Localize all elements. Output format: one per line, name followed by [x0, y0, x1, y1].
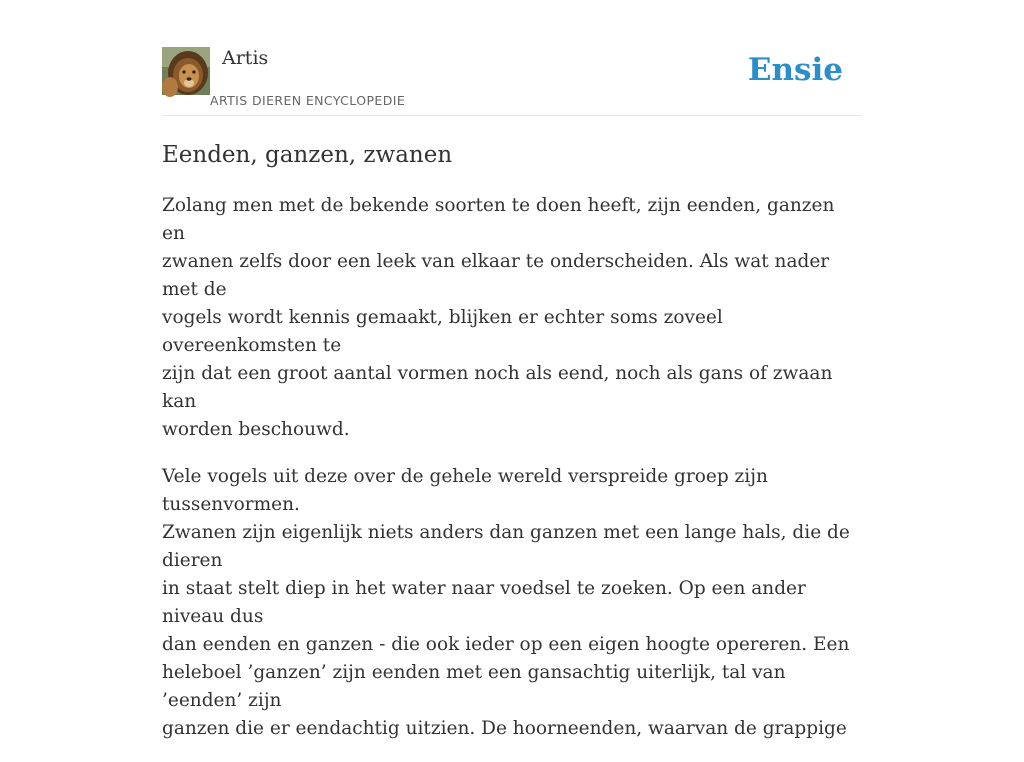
publication-name[interactable]: ARTIS DIEREN ENCYCLOPEDIE — [210, 93, 406, 108]
paragraph-line: zijn dat een groot aantal vormen noch als eend, noch als gans of zwaan kan — [162, 363, 833, 412]
paragraph-line: vogels wordt kennis gemaakt, blijken er echter soms zoveel overeenkomsten te — [162, 307, 723, 356]
paragraph-line: worden beschouwd. — [162, 419, 350, 440]
paragraph-line: heleboel ’ganzen’ zijn eenden met een gansachtig uiterlijk, tal van ’eenden’ zijn — [162, 662, 786, 711]
header — [162, 46, 862, 116]
paragraph-line: ganzen die er eendachtig uitzien. De hoorneenden, waarvan de grappige — [162, 718, 847, 739]
paragraph-line: Zwanen zijn eigenlijk niets anders dan ganzen met een lange hals, die de dieren — [162, 522, 850, 571]
lion-avatar-icon[interactable] — [162, 47, 210, 95]
paragraph-line: dan eenden en ganzen - die ook ieder op een eigen hoogte opereren. Een — [162, 634, 850, 655]
paragraph-line: Vele vogels uit deze over de gehele wereld verspreide groep zijn tussenvormen. — [162, 466, 768, 515]
article-body — [162, 192, 862, 762]
paragraph-line: zwanen zelfs door een leek van elkaar te onderscheiden. Als wat nader met de — [162, 251, 830, 300]
paragraph-line: Zolang men met de bekende soorten te doen heeft, zijn eenden, ganzen en — [162, 195, 835, 244]
paragraph-1 — [162, 192, 862, 444]
brand-logo[interactable]: Ensie — [747, 52, 843, 88]
paragraph-line: in staat stelt diep in het water naar voedsel te zoeken. Op een ander niveau dus — [162, 578, 806, 627]
paragraph-2 — [162, 463, 862, 743]
author-name[interactable]: Artis — [222, 47, 269, 69]
article-title: Eenden, ganzen, zwanen — [162, 142, 453, 168]
